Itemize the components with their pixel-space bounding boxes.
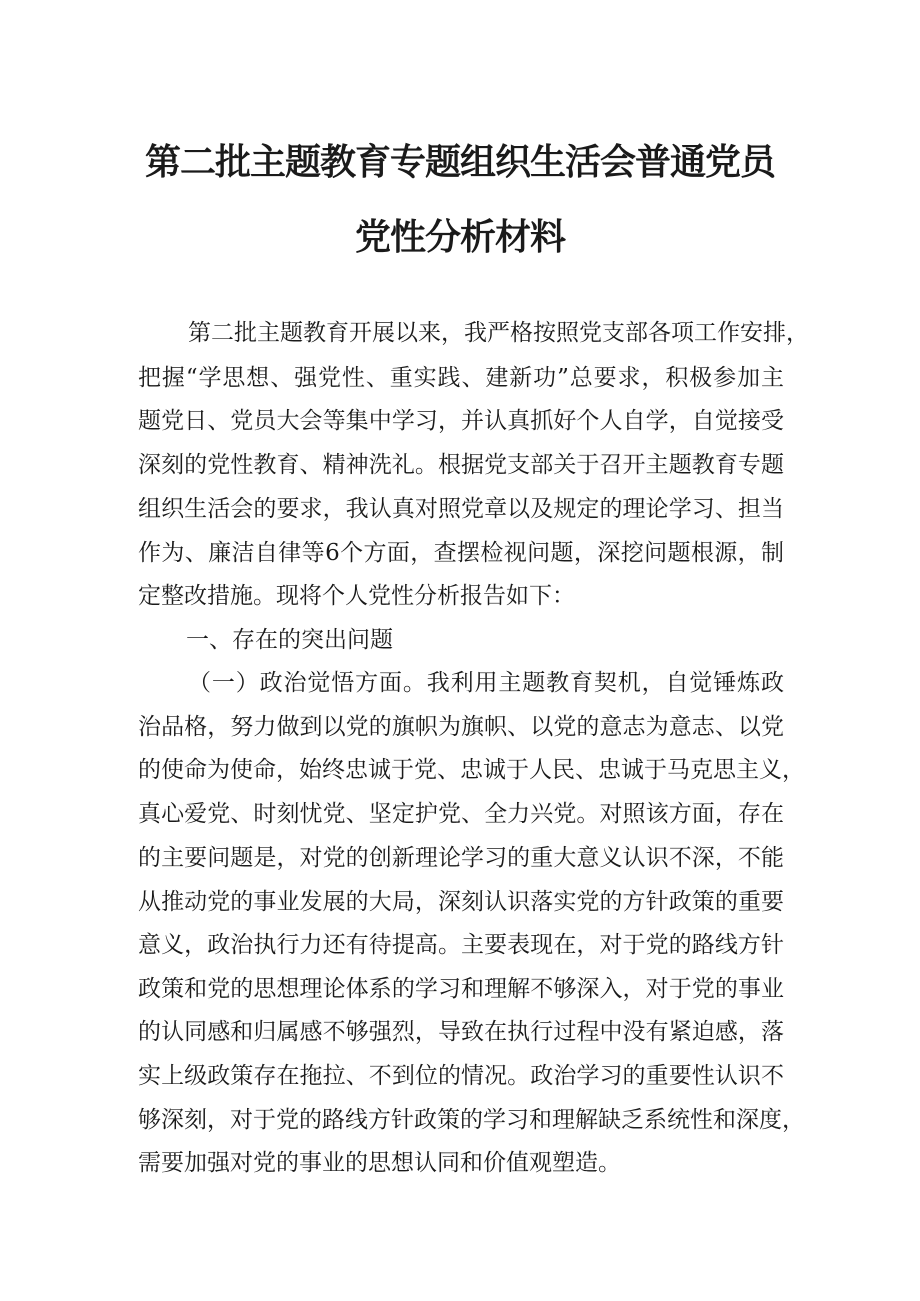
intro-line: 组织生活会的要求，我认真对照党章以及规定的理论学习、担当: [138, 496, 784, 522]
section-line: 的主要问题是，对党的创新理论学习的重大意义认识不深，不能: [138, 845, 784, 871]
section-line: 够深刻，对于党的路线方针政策的学习和理解缺乏系统性和深度，: [138, 1107, 805, 1133]
section-line: 从推动党的事业发展的大局，深刻认识落实党的方针政策的重要: [138, 889, 784, 915]
section-line: （一）政治觉悟方面。我利用主题教育契机，自觉锤炼政: [188, 670, 784, 696]
section-line: 真心爱党、时刻忧党、坚定护党、全力兴党。对照该方面，存在: [138, 801, 784, 827]
section-line: 需要加强对党的事业的思想认同和价值观塑造。: [138, 1150, 621, 1176]
section-line: 实上级政策存在拖拉、不到位的情况。政治学习的重要性认识不: [138, 1063, 784, 1089]
section-line: 政策和党的思想理论体系的学习和理解不够深入，对于党的事业: [138, 976, 784, 1002]
section-line: 的认同感和归属感不够强烈，导致在执行过程中没有紧迫感，落: [138, 1019, 784, 1045]
document-title-line-2: 党性分析材料: [354, 217, 565, 258]
intro-line: 作为、廉洁自律等6个方面，查摆检视问题，深挖问题根源，制: [138, 540, 784, 566]
intro-line: 题党日、党员大会等集中学习，并认真抓好个人自学，自觉接受: [138, 408, 784, 434]
document-title-line-1: 第二批主题教育专题组织生活会普通党员: [144, 142, 775, 183]
section-line: 治品格，努力做到以党的旗帜为旗帜、以党的意志为意志、以党: [138, 714, 784, 740]
intro-line: 定整改措施。现将个人党性分析报告如下：: [138, 583, 575, 609]
intro-line: 把握“学思想、强党性、重实践、建新功”总要求，积极参加主: [138, 365, 784, 391]
section-line: 的使命为使命，始终忠诚于党、忠诚于人民、忠诚于马克思主义，: [138, 757, 805, 783]
intro-line: 深刻的党性教育、精神洗礼。根据党支部关于召开主题教育专题: [138, 452, 784, 478]
section-heading: 一、存在的突出问题: [186, 627, 393, 653]
section-line: 意义，政治执行力还有待提高。主要表现在，对于党的路线方针: [138, 932, 784, 958]
intro-line: 第二批主题教育开展以来，我严格按照党支部各项工作安排，: [188, 320, 809, 346]
